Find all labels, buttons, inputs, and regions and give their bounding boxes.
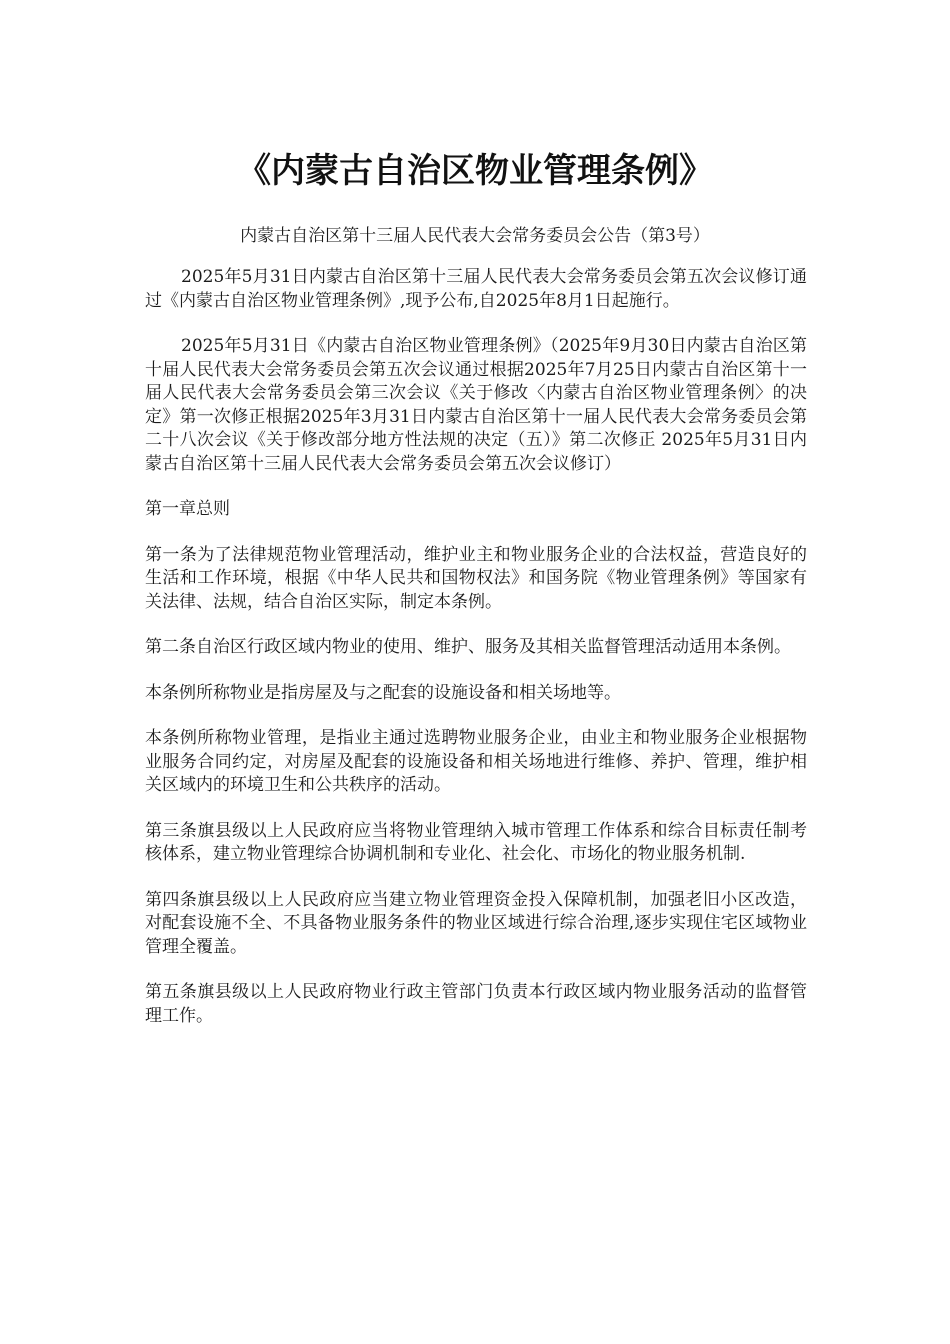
- paragraph-revision-history: 2025年5月31日《内蒙古自治区物业管理条例》（2025年9月30日内蒙古自治区第十届人民代表大会常务委员会第五次会议通过根据2025年7月25日内蒙古自治区第十一届人民代表大会常务委员会第三次会议《关于修改〈内蒙古自治区物业管理条例〉的决定》第一次修正根据2025年3月31日内蒙古自治区第十一届人民代表大会常务委员会第二十八次会议《关于修改部分地方性法规的决定（五）》第二次修正 2025年5月31日内蒙古自治区第十三届人民代表大会常务委员会第五次会议修订）: [145, 336, 807, 474]
- document-title: 《内蒙古自治区物业管理条例》: [237, 151, 713, 191]
- article-4: 第四条旗县级以上人民政府应当建立物业管理资金投入保障机制，加强老旧小区改造，对配套设施不全、不具备物业服务条件的物业区域进行综合治理,逐步实现住宅区域物业管理全覆盖。: [145, 889, 807, 957]
- article-1: 第一条为了法律规范物业管理活动，维护业主和物业服务企业的合法权益，营造良好的生活和工作环境，根据《中华人民共和国物权法》和国务院《物业管理条例》等国家有关法律、法规，结合自治区实际，制定本条例。: [145, 544, 807, 612]
- paragraph-announcement: 2025年5月31日内蒙古自治区第十三届人民代表大会常务委员会第五次会议修订通过《内蒙古自治区物业管理条例》,现予公布,自2025年8月1日起施行。: [145, 267, 807, 311]
- article-5: 第五条旗县级以上人民政府物业行政主管部门负责本行政区域内物业服务活动的监督管理工作。: [145, 982, 807, 1026]
- article-3: 第三条旗县级以上人民政府应当将物业管理纳入城市管理工作体系和综合目标责任制考核体系，建立物业管理综合协调机制和专业化、社会化、市场化的物业服务机制.: [145, 820, 807, 864]
- chapter-heading: 第一章总则: [145, 499, 230, 519]
- document-body: [145, 266, 807, 1050]
- article-2: 第二条自治区行政区域内物业的使用、维护、服务及其相关监督管理活动适用本条例。: [145, 637, 791, 657]
- article-2-management-definition: 本条例所称物业管理，是指业主通过选聘物业服务企业，由业主和物业服务企业根据物业服务合同约定，对房屋及配套的设施设备和相关场地进行维修、养护、管理，维护相关区域内的环境卫生和公共秩序的活动。: [145, 728, 807, 795]
- announcement-subtitle: 内蒙古自治区第十三届人民代表大会常务委员会公告（第3号）: [240, 226, 710, 246]
- article-2-property-definition: 本条例所称物业是指房屋及与之配套的设施设备和相关场地等。: [145, 682, 621, 703]
